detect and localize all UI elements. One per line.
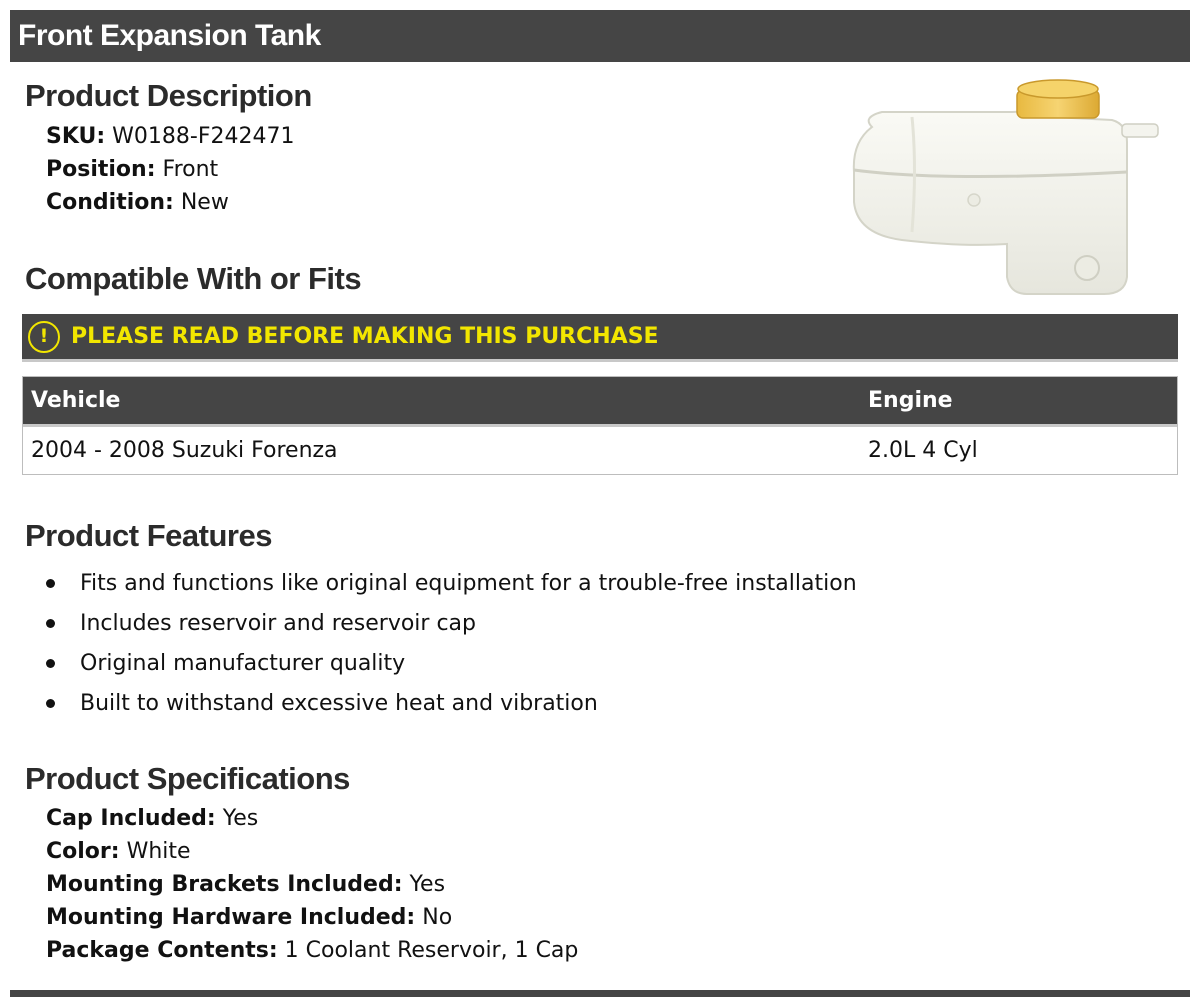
bullet-icon (46, 699, 55, 708)
condition-value: New (180, 190, 229, 215)
spec-value: No (422, 905, 453, 930)
engine-column-header: Engine (868, 388, 953, 413)
product-specifications-heading: Product Specifications (25, 761, 350, 796)
spec-label: Cap Included: (46, 806, 216, 831)
purchase-notice (22, 314, 1178, 362)
spec-value: White (126, 839, 191, 864)
sku-value: W0188-F242471 (112, 124, 295, 149)
compatible-heading: Compatible With or Fits (25, 261, 362, 296)
feature-text: Original manufacturer quality (80, 650, 406, 676)
condition-label: Condition: (46, 190, 174, 215)
condition-field (46, 186, 229, 219)
position-value: Front (162, 157, 219, 182)
bullet-icon (46, 619, 55, 628)
bullet-icon (46, 579, 55, 588)
spec-value: Yes (409, 872, 446, 897)
bullet-icon (46, 659, 55, 668)
list-item (46, 603, 857, 643)
engine-cell: 2.0L 4 Cyl (868, 438, 978, 463)
package-contents-field (46, 934, 578, 967)
spec-label: Package Contents: (46, 938, 278, 963)
feature-text: Built to withstand excessive heat and vibration (80, 690, 598, 716)
spec-value: Yes (222, 806, 259, 831)
feature-text: Fits and functions like original equipment for a trouble-free installation (80, 570, 857, 596)
list-item (46, 563, 857, 603)
mounting-brackets-field (46, 868, 445, 901)
page-title: Front Expansion Tank (10, 10, 1190, 62)
table-header (23, 377, 1177, 427)
compatibility-table (22, 376, 1178, 475)
bottom-divider (10, 990, 1190, 997)
features-list (46, 563, 857, 723)
color-field (46, 835, 191, 868)
exclamation-circle-icon: ! (28, 321, 60, 353)
position-label: Position: (46, 157, 156, 182)
spec-value: 1 Coolant Reservoir, 1 Cap (284, 938, 579, 963)
list-item (46, 683, 857, 723)
spec-label: Mounting Brackets Included: (46, 872, 403, 897)
spec-label: Mounting Hardware Included: (46, 905, 416, 930)
expansion-tank-image (842, 72, 1162, 302)
sku-label: SKU: (46, 124, 106, 149)
product-features-heading: Product Features (25, 518, 272, 553)
feature-text: Includes reservoir and reservoir cap (80, 610, 476, 636)
mounting-hardware-field (46, 901, 452, 934)
vehicle-cell: 2004 - 2008 Suzuki Forenza (31, 438, 338, 463)
product-description-heading: Product Description (25, 78, 312, 113)
spec-label: Color: (46, 839, 120, 864)
list-item (46, 643, 857, 683)
cap-included-field (46, 802, 258, 835)
vehicle-column-header: Vehicle (31, 388, 121, 413)
table-row (23, 427, 1177, 474)
notice-text: PLEASE READ BEFORE MAKING THIS PURCHASE (71, 324, 659, 349)
sku-field (46, 120, 295, 153)
position-field (46, 153, 218, 186)
